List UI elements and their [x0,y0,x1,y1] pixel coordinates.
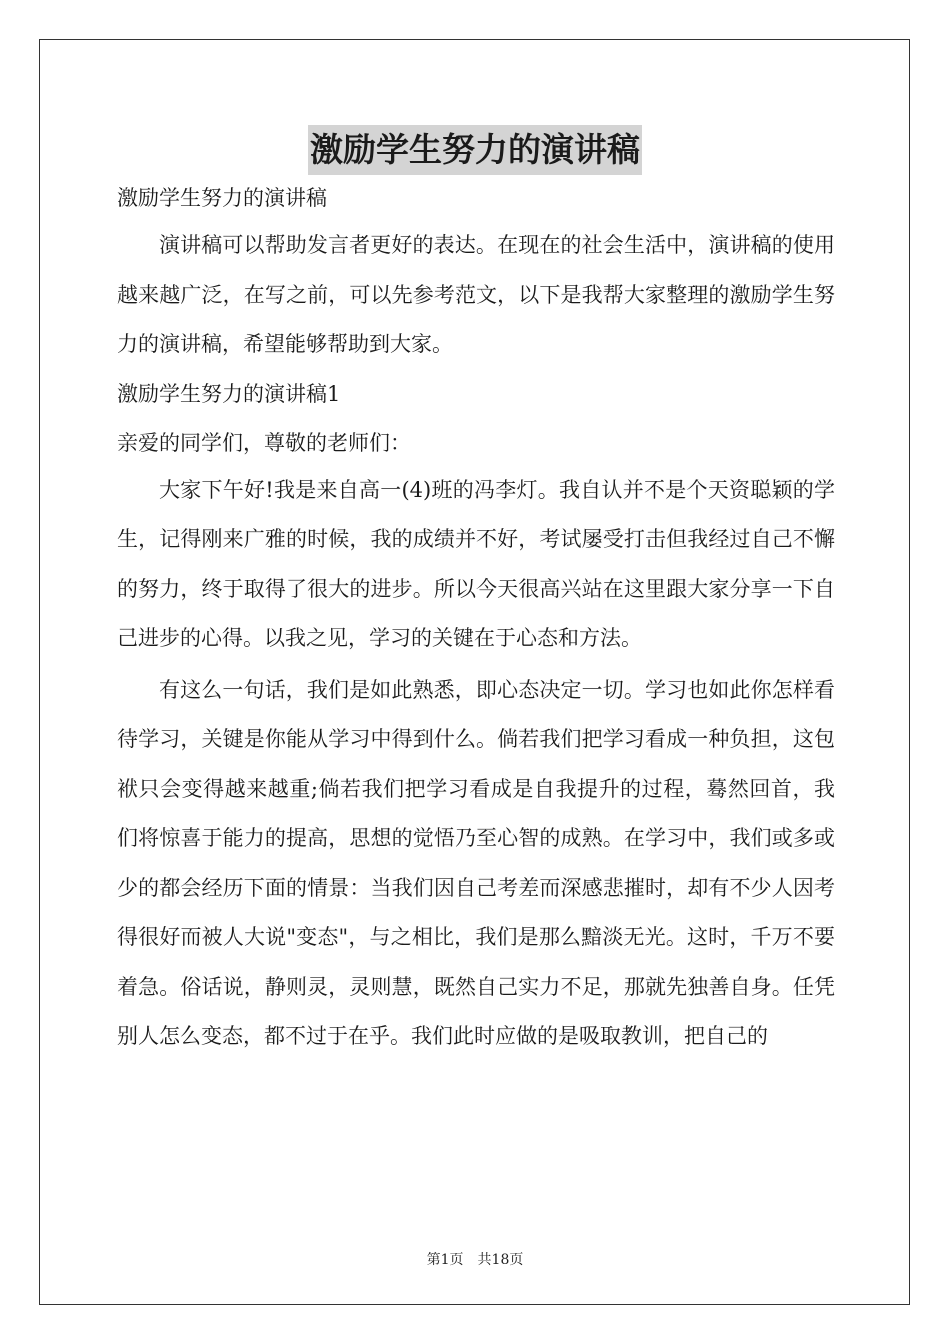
page-footer: 第1页 共18页 [426,1252,524,1268]
document-title: 激励学生努力的演讲稿 [308,125,642,175]
body-paragraph-2: 有这么一句话，我们是如此熟悉，即心态决定一切。学习也如此你怎样看待学习，关键是你能从学习中得到什么。倘若我们把学习看成一种负担，这包袱只会变得越来越重;倘若我们把学习看成是自我提升的过程，蓦然回首，我们将惊喜于能力的提高，思想的觉悟乃至心智的成熟。在学习中，我们或多或少的都会经历下面的情景：当我们因自己考差而深感悲摧时，却有不少人因考得很好而被人大说"变态"，与之相比，我们是那么黯淡无光。这时，千万不要着急。俗话说，静则灵，灵则慧，既然自己实力不足，那就先独善自身。任凭别人怎么变态，都不过于在乎。我们此时应做的是吸取教训，把自己的 [117,677,835,1048]
intro-paragraph: 演讲稿可以帮助发言者更好的表达。在现在的社会生活中，演讲稿的使用越来越广泛，在写之前，可以先参考范文，以下是我帮大家整理的激励学生努力的演讲稿，希望能够帮助到大家。 [117,233,835,356]
salutation: 亲爱的同学们，尊敬的老师们： [117,430,411,455]
body-paragraph-1: 大家下午好!我是来自高一(4)班的冯李灯。我自认并不是个天资聪颖的学生，记得刚来广雅的时候，我的成绩并不好，考试屡受打击但我经过自己不懈的努力，终于取得了很大的进步。所以今天很高兴站在这里跟大家分享一下自己进步的心得。以我之见，学习的关键在于心态和方法。 [117,477,835,650]
document-body [117,180,835,1062]
title-container [0,125,950,175]
document-subtitle: 激励学生努力的演讲稿 [117,186,327,210]
section-heading: 激励学生努力的演讲稿1 [117,381,341,406]
